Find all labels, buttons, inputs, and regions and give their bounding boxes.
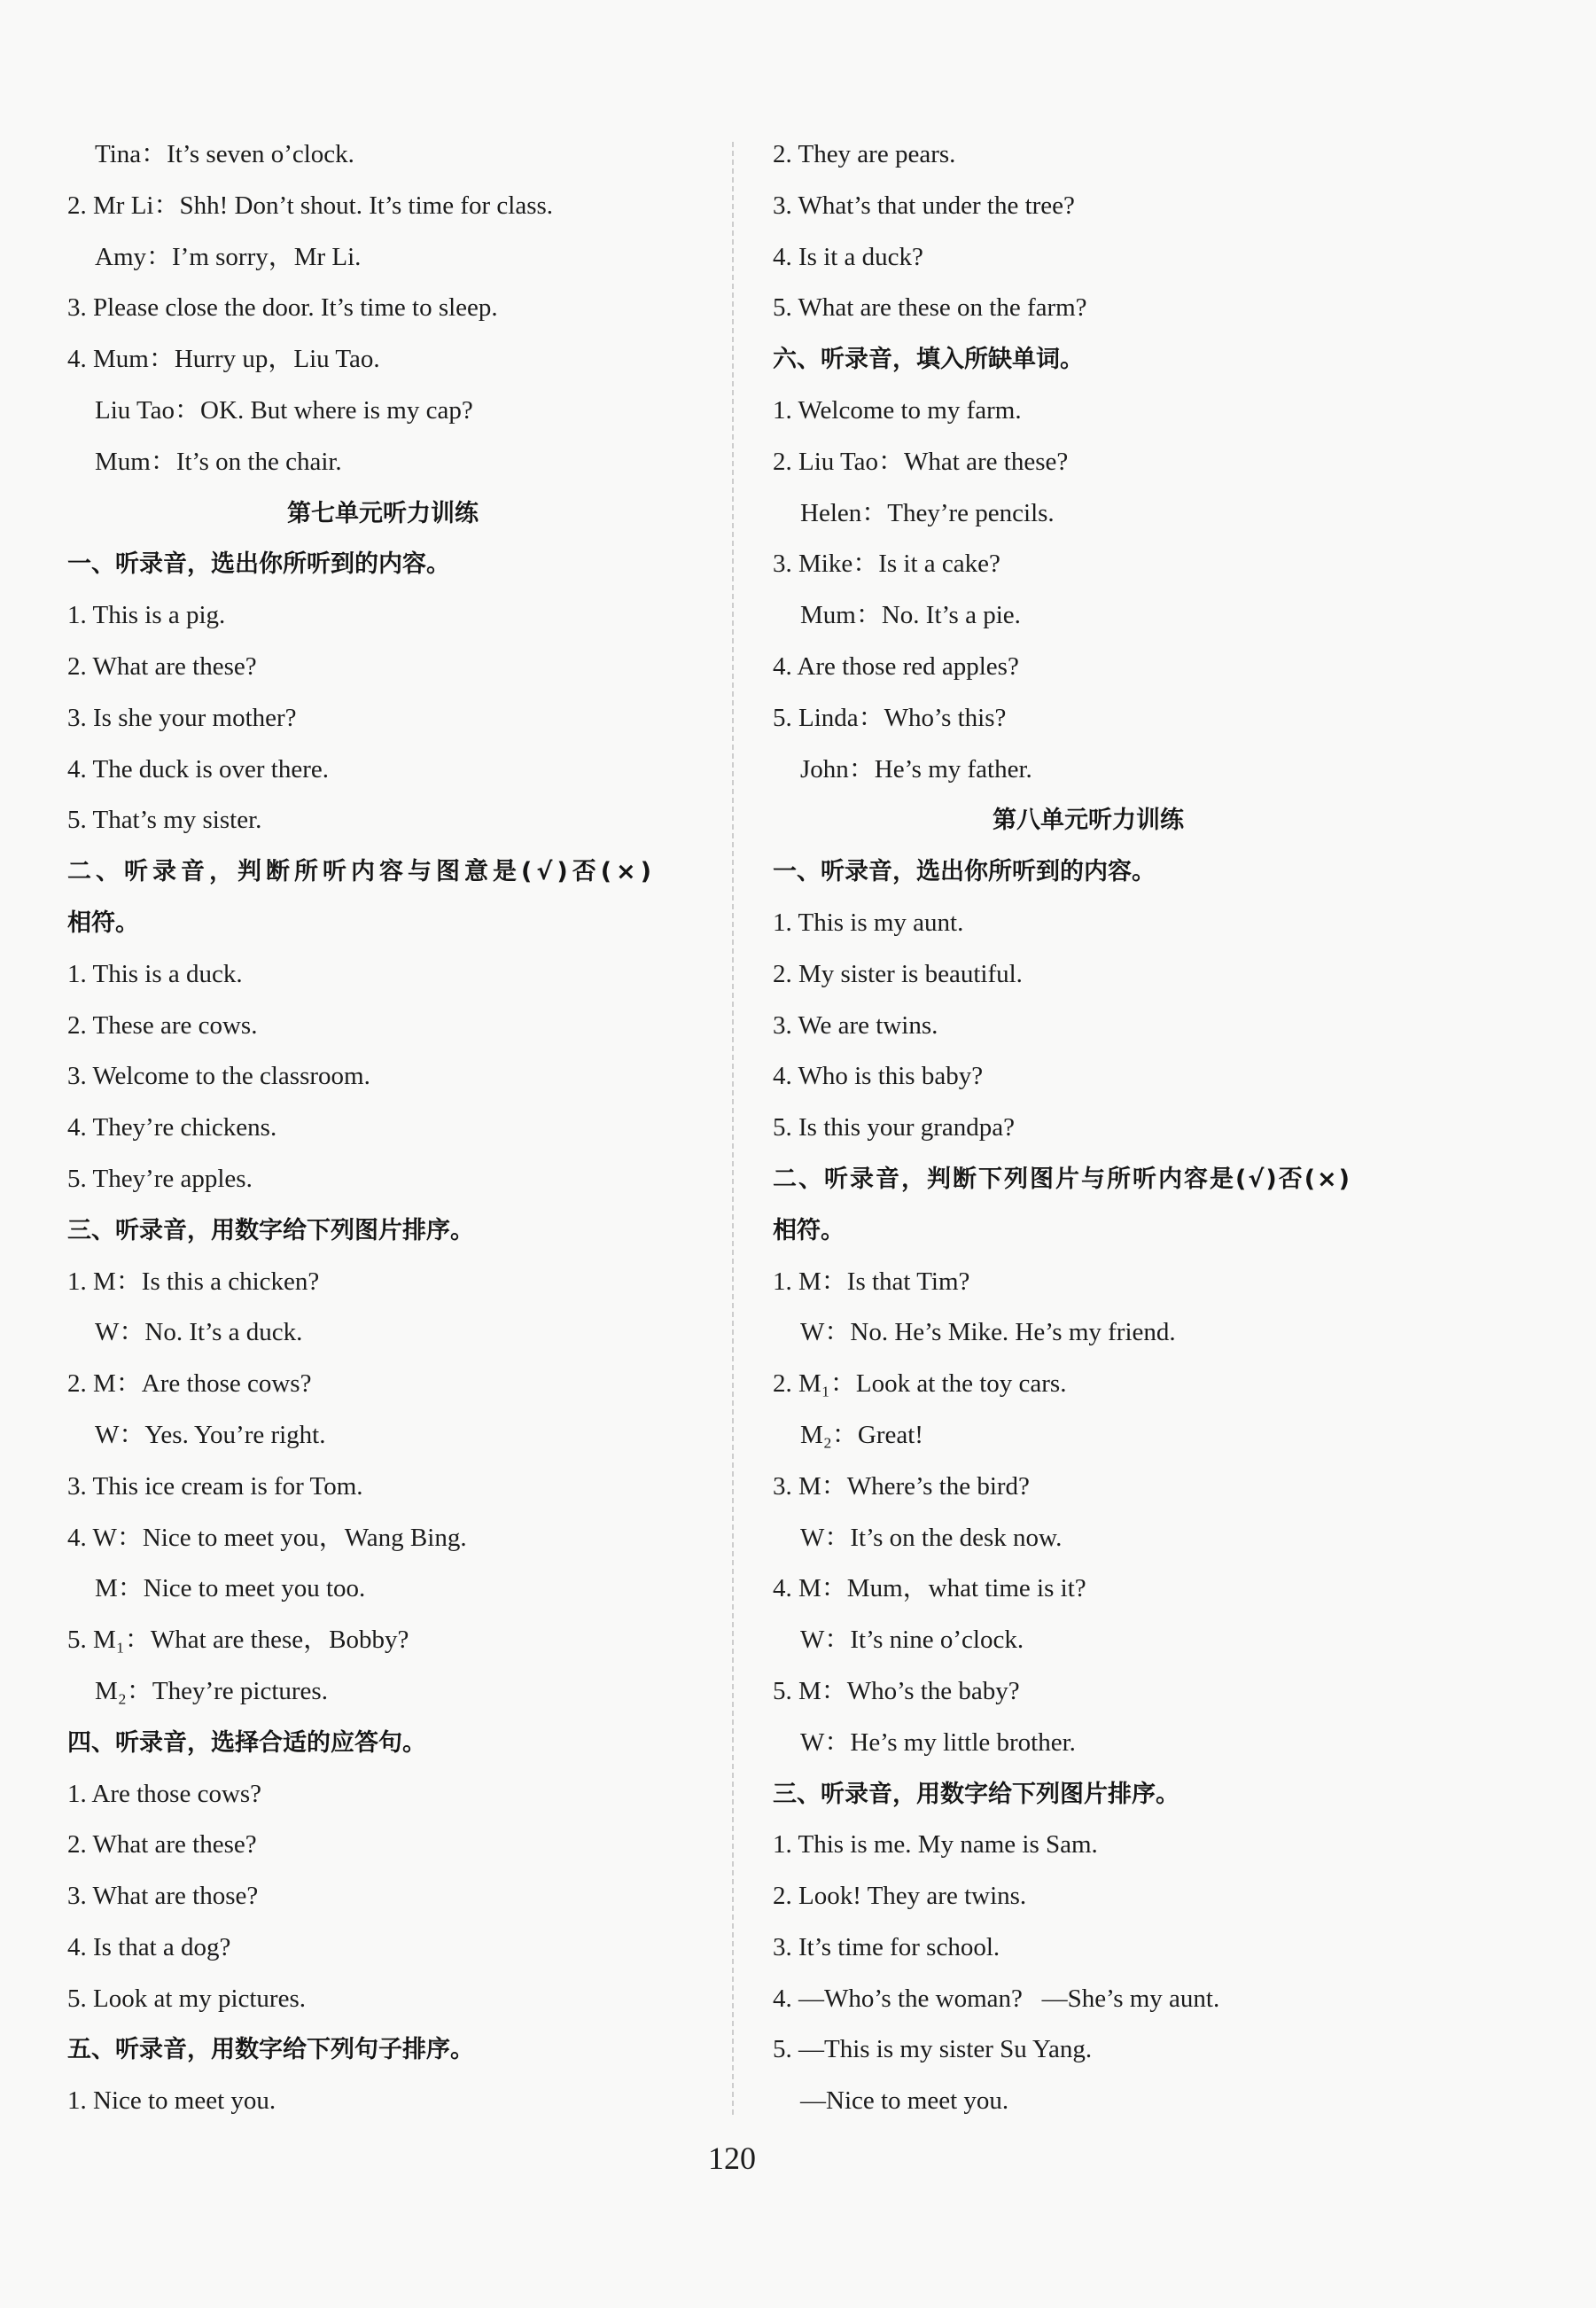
transcript-line: 3. Welcome to the classroom. [67,1062,370,1091]
transcript-line: W：It’s on the desk now. [800,1523,1063,1552]
transcript-line: 2. Liu Tao：What are these? [773,447,1069,476]
transcript-line: 3. We are twins. [773,1010,938,1040]
transcript-line: W：No. It’s a duck. [95,1318,303,1347]
transcript-line: 3. Please close the door. It’s time to sleep. [67,293,498,323]
transcript-line: 3. What’s that under the tree? [773,191,1075,220]
transcript-line: 4. W：Nice to meet you，Wang Bing. [67,1523,467,1552]
transcript-line: 1. This is a duck. [67,959,243,988]
transcript-line: 3. What are those? [67,1882,259,1911]
column-divider [732,142,734,2115]
transcript-line: 3. Mike：Is it a cake? [773,550,1000,579]
transcript-line: 5. That’s my sister. [67,806,262,835]
right-column [773,129,1404,2127]
transcript-line: 5. They’re apples. [67,1164,253,1193]
transcript-line: 4. They’re chickens. [67,1113,277,1142]
transcript-line: W：It’s nine o’clock. [800,1626,1024,1655]
transcript-line: 2. M₁：Look at the toy cars. [773,1369,1067,1399]
transcript-line: 2. These are cows. [67,1010,258,1040]
transcript-line: 3. This ice cream is for Tom. [67,1471,363,1501]
transcript-line: 3. M：Where’s the bird? [773,1471,1030,1501]
transcript-line: Amy：I’m sorry，Mr Li. [95,242,362,271]
page-number: 120 [708,2140,756,2176]
transcript-line: Helen：They’re pencils. [800,498,1055,527]
transcript-line: 3. Is she your mother? [67,703,297,732]
transcript-line: Liu Tao：OK. But where is my cap? [95,395,473,425]
transcript-line: 1. Nice to meet you. [67,2086,276,2116]
transcript-line: 1. Are those cows? [67,1779,262,1808]
transcript-line: 5. M₁：What are these，Bobby? [67,1626,409,1655]
section-heading: 二、听录音，判断下列图片与所听内容是(√)否(×) [773,1165,1351,1193]
transcript-line: W：No. He’s Mike. He’s my friend. [800,1318,1176,1347]
section-heading: 五、听录音，用数字给下列句子排序。 [67,2036,474,2064]
transcript-line: 2. Look! They are twins. [773,1882,1027,1911]
transcript-line: W：Yes. You’re right. [95,1420,326,1449]
transcript-line: 4. Mum：Hurry up，Liu Tao. [67,345,380,374]
left-column [67,129,698,2127]
transcript-line: 4. Who is this baby? [773,1062,984,1091]
transcript-line: 4. Is that a dog? [67,1932,231,1961]
transcript-line: 5. —This is my sister Su Yang. [773,2035,1093,2064]
transcript-line: 4. M：Mum，what time is it? [773,1574,1086,1603]
section-heading: 四、听录音，选择合适的应答句。 [67,1728,426,1757]
transcript-line: 3. It’s time for school. [773,1932,1000,1961]
transcript-line: 1. This is a pig. [67,601,226,630]
section-heading: 一、听录音，选出你所听到的内容。 [773,858,1156,886]
transcript-line: 5. Look at my pictures. [67,1984,307,2013]
section-heading: 三、听录音，用数字给下列图片排序。 [773,1780,1179,1808]
transcript-line: 4. Are those red apples? [773,651,1019,681]
section-heading-continuation: 相符。 [773,1216,845,1244]
transcript-line: 5. What are these on the farm? [773,293,1087,323]
transcript-line: 4. Is it a duck? [773,242,923,271]
transcript-line: M₂：They’re pictures. [95,1676,328,1705]
transcript-line: 4. The duck is over there. [67,754,330,784]
transcript-line: Mum：It’s on the chair. [95,447,342,476]
transcript-line: John：He’s my father. [800,754,1032,784]
transcript-line: 5. Is this your grandpa? [773,1113,1016,1142]
transcript-line: —Nice to meet you. [800,2086,1009,2116]
section-heading: 一、听录音，选出你所听到的内容。 [67,550,450,579]
transcript-line: 1. This is me. My name is Sam. [773,1830,1098,1860]
transcript-line: 2. My sister is beautiful. [773,959,1023,988]
unit-title: 第七单元听力训练 [287,499,479,527]
transcript-line: Mum：No. It’s a pie. [800,601,1021,630]
transcript-line: M：Nice to meet you too. [95,1574,366,1603]
transcript-line: 2. M：Are those cows? [67,1369,312,1399]
section-heading: 三、听录音，用数字给下列图片排序。 [67,1216,474,1244]
transcript-line: 1. This is my aunt. [773,908,964,937]
transcript-line: 1. Welcome to my farm. [773,395,1022,425]
unit-title: 第八单元听力训练 [993,807,1184,835]
transcript-line: 2. What are these? [67,651,257,681]
section-heading: 二、听录音，判断所听内容与图意是(√)否(×) [67,858,656,886]
transcript-line: 2. What are these? [67,1830,257,1860]
transcript-line: 1. M：Is that Tim? [773,1267,970,1296]
transcript-line: 2. They are pears. [773,140,956,168]
transcript-line: M₂：Great! [800,1420,923,1449]
transcript-line: 5. M：Who’s the baby? [773,1676,1020,1705]
transcript-line: 1. M：Is this a chicken? [67,1267,320,1296]
transcript-line: 4. —Who’s the woman? —She’s my aunt. [773,1984,1220,2013]
transcript-line: W：He’s my little brother. [800,1727,1076,1757]
transcript-line: 5. Linda：Who’s this? [773,703,1007,732]
transcript-line: Tina：It’s seven o’clock. [95,140,354,168]
section-heading: 六、听录音，填入所缺单词。 [773,346,1084,374]
section-heading-continuation: 相符。 [67,908,139,937]
transcript-line: 2. Mr Li：Shh! Don’t shout. It’s time for class. [67,191,554,220]
